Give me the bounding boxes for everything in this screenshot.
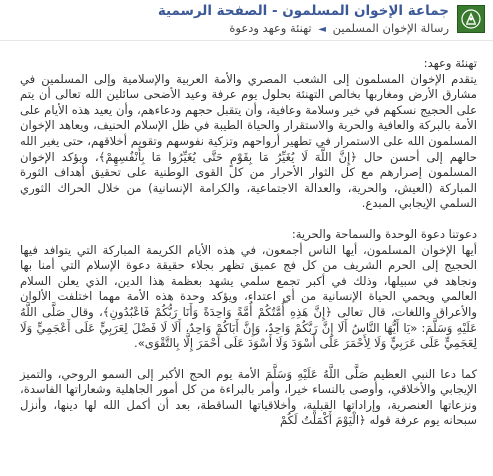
breadcrumb-current[interactable]: تهنئة وعهد ودعوة xyxy=(229,21,312,35)
bottom-fade xyxy=(0,470,493,476)
arrow-right-icon: ◄ xyxy=(318,24,326,35)
post-body xyxy=(20,56,477,444)
page-header xyxy=(0,0,493,41)
page-logo[interactable] xyxy=(457,5,485,33)
breadcrumb-source-link[interactable]: رسالة الإخوان المسلمين xyxy=(332,21,449,35)
page-name-link[interactable]: جماعة الإخوان المسلمون - الصفحة الرسمية xyxy=(157,3,449,19)
brotherhood-emblem-icon xyxy=(460,8,482,30)
breadcrumb xyxy=(229,21,449,35)
section-body-hajj: كما دعا النبي العظيم صَلَّى اللَّهُ عَلَيْهِ وَسَلَّمَ الأمة يوم الحج الأكبر إلى السمو الروحي، والتميز الإيجابي والأخلاقي، وأوصى بالنساء خيرا، وأمر بالبراءة من كل أمور الجاهلية وشعاراتها الفاسدة، ونزعاتها العنصرية، وإراداتها القبلية، وأخلاقياتها الساقطة، بعد أن أكمل الله لها دينها، وأنزل سبحانه يوم عرفة قوله ﴿الْيَوْمَ أَكْمَلْتُ لَكُمْ xyxy=(20,366,477,428)
section-body-greeting: يتقدم الإخوان المسلمون إلى الشعب المصري والأمة العربية والإسلامية وإلى المسلمين في مشارق الأرض ومغاربها بخالص التهنئة بحلول يوم عرفة وعيد الأضحى سائلين الله تعالى أن يتم على الحجيج نسكهم في خير وسلامة وعافية، وأن يتقبل حجهم ودعاءهم، وأن يعيد هذه الأيام على الأمة بالبركة والعافية والحرية والاستقرار والحياة الطيبة في ظل الإسلام الحنيف، ويعاهد الإخوان المسلمون الله على الاستمرار في تطهير أرواحهم وتزكية نفوسهم وتقويم أخلاقهم، حتى يغير الله حالهم إلى أحسن حال ﴿إِنَّ اللَّهَ لَا يُغَيِّرُ مَا بِقَوْمٍ حَتَّى يُغَيِّرُوا مَا بِأَنْفُسِهِمْ﴾، ويؤكد الإخوان المسلمون إصرارهم مع كل الثوار الأحرار من كل القوى الوطنية على تحقيق أهداف الثورة المباركة (العيش، والحرية، والعدالة الاجتماعية، والكرامة الإنسانية) من خلال الحراك الثوري السلمي الإيجابي المبدع. xyxy=(20,71,477,211)
section-body-unity: أيها الإخوان المسلمون، أيها الناس أجمعون، في هذه الأيام الكريمة المباركة التي يتوافد فيها الحجيج إلى الحرم الشريف من كل فج عميق تظهر بجلاء حقيقة دعوة الإسلام التي أمنا بها ونجاهد في سبيلها، وذلك في أكبر تجمع سلمي يشهد بعظمة هذا الدين، الذي يعلن السلام العالمي ويحمي الحياة الإنسانية من أي اعتداء، ويؤكد وحدة هذه الأمة مهما اختلفت الألوان والأعراق واللغات، قال تعالى ﴿إِنَّ هَذِهِ أُمَّتُكُمْ أُمَّةً وَاحِدَةً وَأَنَا رَبُّكُمْ فَاعْبُدُونِ﴾، وقال صَلَّى اللَّهُ عَلَيْهِ وَسَلَّمَ: «يَا أَيُّهَا النَّاسُ أَلَا إِنَّ رَبَّكُمْ وَاحِدٌ، وَإِنَّ أَبَاكُمْ وَاحِدٌ، أَلَا لَا فَضْلَ لِعَرَبِيٍّ عَلَى أَعْجَمِيٍّ وَلَا لِعَجَمِيٍّ عَلَى عَرَبِيٍّ وَلَا لِأَحْمَرَ عَلَى أَسْوَدَ وَلَا أَسْوَدَ عَلَى أَحْمَرَ إِلَّا بِالتَّقْوَى». xyxy=(20,242,477,351)
section-title-unity: دعوتنا دعوة الوحدة والسماحة والحرية: xyxy=(291,226,477,241)
section-title-greeting: تهنئة وعهد: xyxy=(423,56,477,70)
